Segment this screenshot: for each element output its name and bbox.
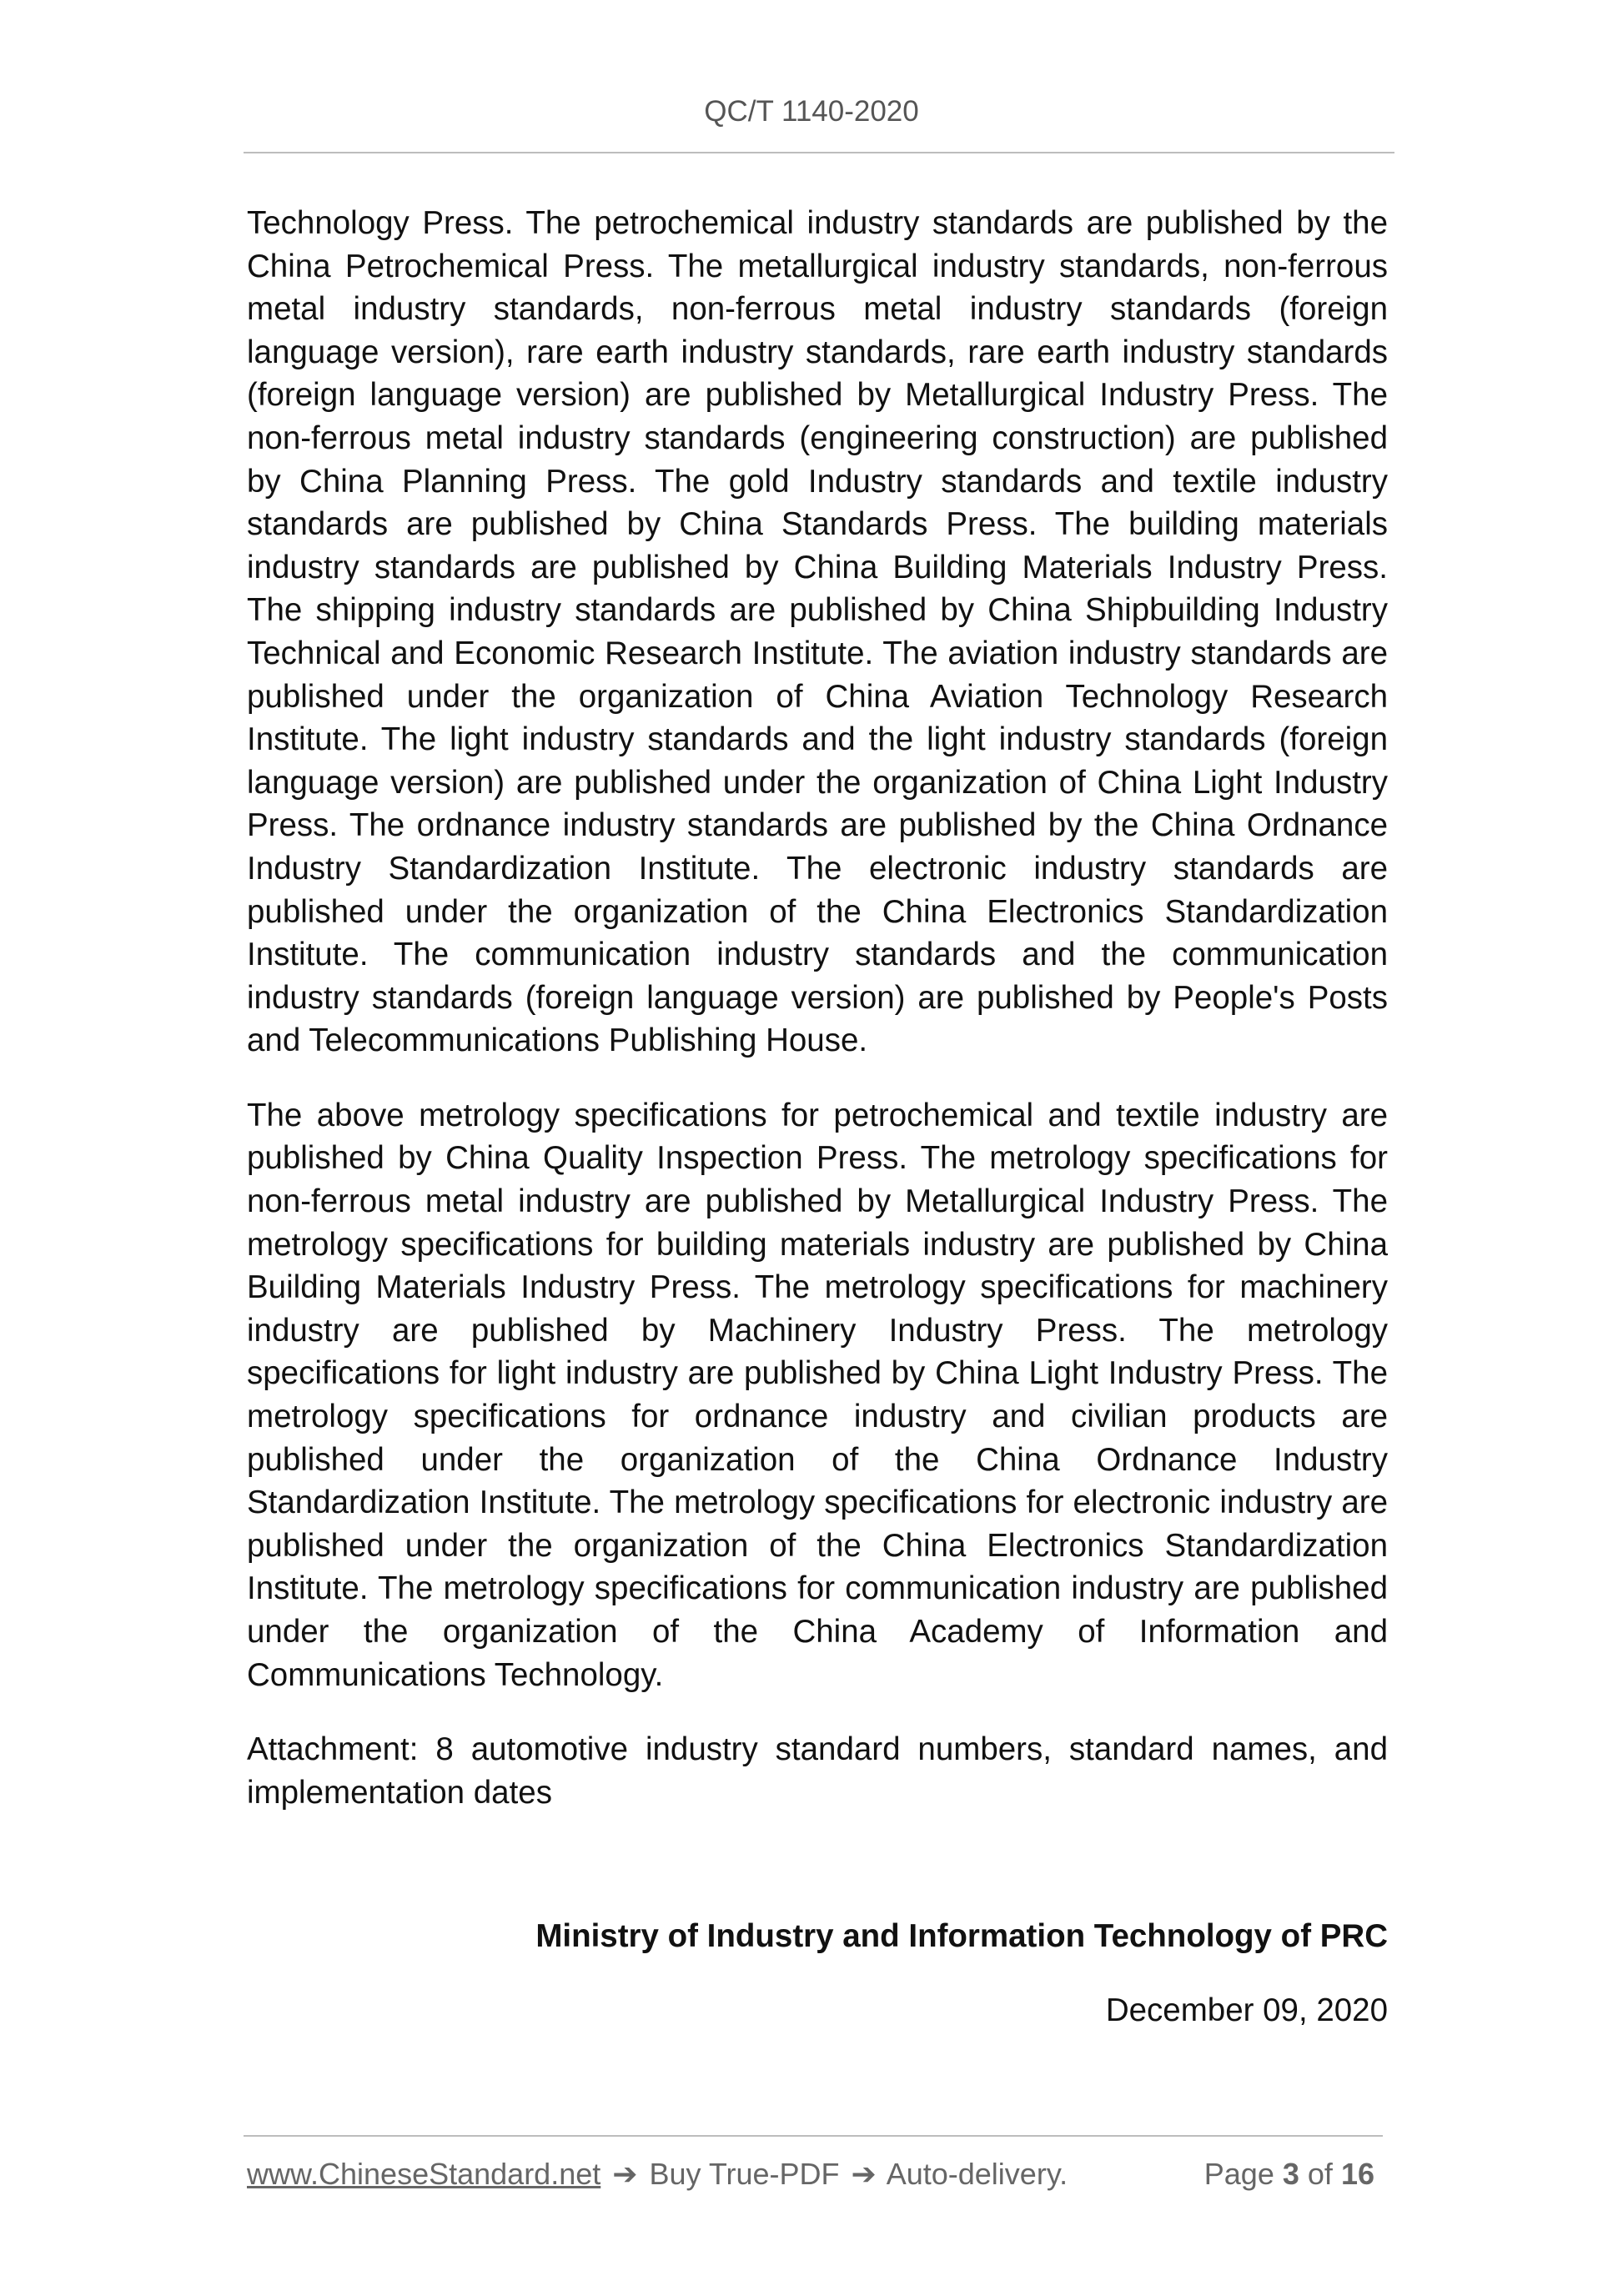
issue-date: December 09, 2020 xyxy=(1105,1992,1388,2028)
paragraph-standards-publishers: Technology Press. The petrochemical industry standards are published by the China Petrochemical Press. The metallurgical industry standards, non-ferrous metal industry standards, non-ferrous metal industry standards (foreign language version), rare earth industry standards, rare earth industry standards (foreign language version) are published by Metallurgical Industry Press. The non-ferrous metal industry standards (engineering construction) are published by China Planning Press. The gold Industry standards and textile industry standards are published by China Standards Press. The building materials industry standards are published by China Building Materials Industry Press. The shipping industry standards are published by China Shipbuilding Industry Technical and Economic Research Institute. The aviation industry standards are published under the organization of China Aviation Technology Research Institute. The light industry standards and the light industry standards (foreign language version) are published under the organization of China Light Industry Press. The ordnance industry standards are published by the China Ordnance Industry Standardization Institute. The electronic industry standards are published under the organization of the China Electronics Standardization Institute. The communication industry standards and the communication industry standards (foreign language version) are published by People's Posts and Telecommunications Publishing House. xyxy=(247,205,1388,1059)
auto-delivery-text: Auto-delivery. xyxy=(886,2157,1068,2191)
issuer-signature: Ministry of Industry and Information Technology of PRC xyxy=(535,1918,1388,1954)
header-divider xyxy=(244,152,1394,153)
buy-pdf-text: Buy True-PDF xyxy=(649,2157,840,2191)
total-pages-number: 16 xyxy=(1340,2157,1374,2191)
website-link[interactable]: www.ChineseStandard.net xyxy=(247,2157,601,2191)
paragraph-metrology-publishers: The above metrology specifications for petrochemical and textile industry are published by China Quality Inspection Press. The metrology specifications for non-ferrous metal industry are published by Metallurgical Industry Press. The metrology specifications for building materials industry are published by China Building Materials Industry Press. The metrology specifications for machinery industry are published by Machinery Industry Press. The metrology specifications for light industry are published by China Light Industry Press. The metrology specifications for ordnance industry and civilian products are published under the organization of the China Ordnance Industry Standardization Institute. The metrology specifications for electronic industry are published under the organization of the China Electronics Standardization Institute. The metrology specifications for communication industry are published under the organization of the China Academy of Information and Communications Technology. xyxy=(247,1097,1388,1693)
arrow-right-icon: ➔ xyxy=(851,2157,877,2191)
attachment-note: Attachment: 8 automotive industry standard numbers, standard names, and implementation dates xyxy=(247,1731,1388,1811)
footer-divider xyxy=(244,2135,1383,2137)
footer-promo xyxy=(247,2157,1068,2192)
page-indicator xyxy=(1204,2157,1374,2192)
arrow-right-icon: ➔ xyxy=(612,2157,638,2191)
page-label: Page xyxy=(1203,2157,1274,2191)
document-code-header: QC/T 1140-2020 xyxy=(704,95,919,128)
current-page-number: 3 xyxy=(1282,2157,1299,2191)
document-body xyxy=(247,202,1388,1814)
page-of-label: of xyxy=(1307,2157,1333,2191)
